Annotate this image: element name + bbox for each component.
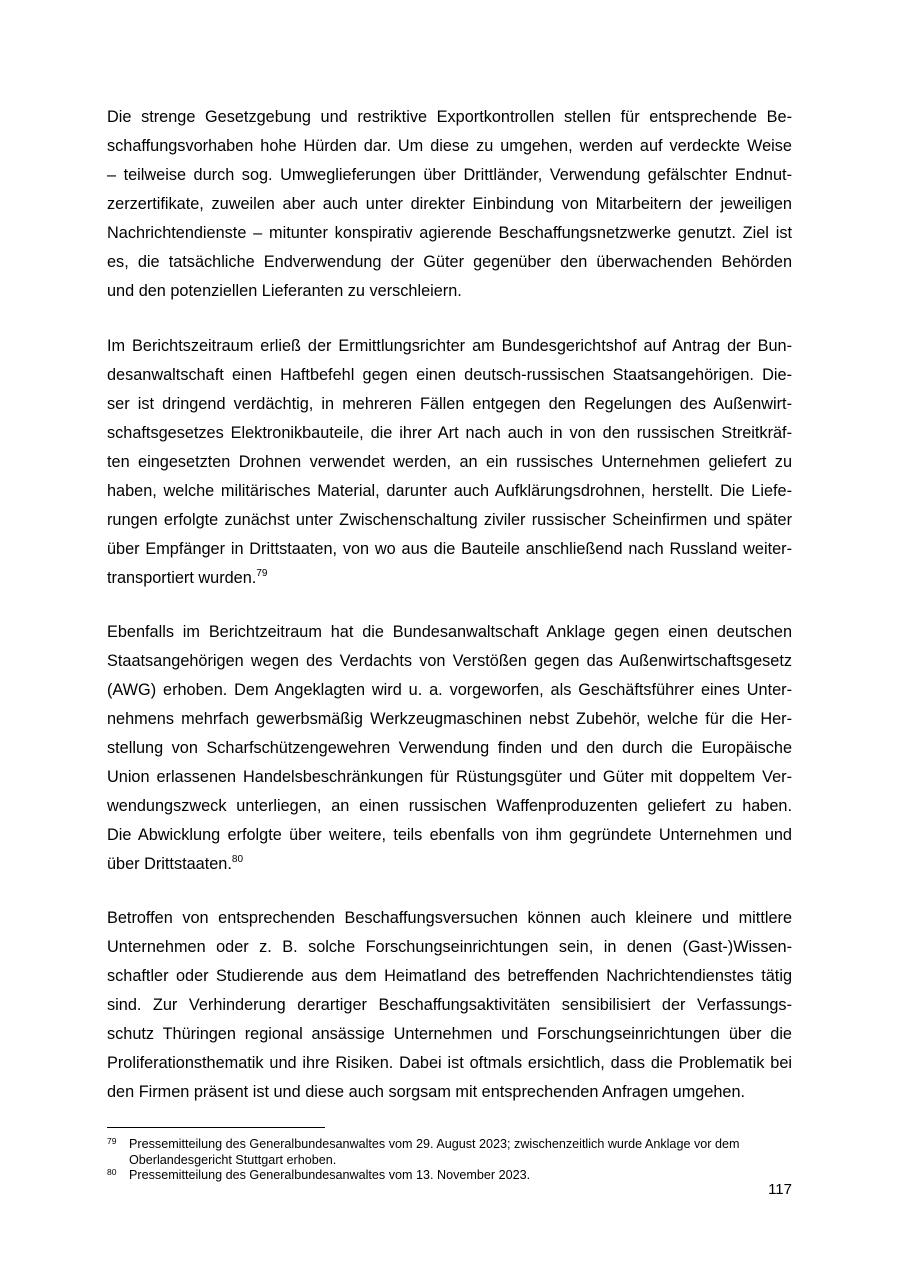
paragraph-line: und den potenziellen Lieferanten zu verschleiern. (107, 282, 462, 300)
paragraph-line-with-footnote (107, 564, 792, 593)
paragraph-line: stellung von Scharfschützengewehren Verwendung finden und den durch die Europäische (107, 739, 792, 757)
paragraph-line: sind. Zur Verhinderung derartiger Beschaffungsaktivitäten sensibilisiert der Verfassungs- (107, 996, 792, 1014)
footnote-separator (107, 1127, 325, 1128)
footnote-ref-79[interactable]: 79 (256, 568, 268, 579)
paragraph-line: Proliferationsthematik und ihre Risiken. Dabei ist oftmals ersichtlich, dass die Problematik bei (107, 1054, 792, 1072)
paragraph-line: wendungszweck unterliegen, an einen russischen Waffenproduzenten geliefert zu haben. (107, 797, 792, 815)
paragraph-line: über Empfänger in Drittstaaten, von wo aus die Bauteile anschließend nach Russland weiter- (107, 540, 792, 558)
paragraph-line-text: über Drittstaaten. (107, 855, 232, 873)
paragraph-line: schaftsgesetzes Elektronikbauteile, die ihrer Art nach auch in von den russischen Streitkräf- (107, 424, 792, 442)
paragraph-line: Im Berichtszeitraum erließ der Ermittlungsrichter am Bundesgerichtshof auf Antrag der Bun- (107, 337, 792, 355)
footnote-80 (107, 1167, 797, 1183)
paragraph-line: ten eingesetzten Drohnen verwendet werden, an ein russisches Unternehmen geliefert zu (107, 453, 792, 471)
paragraph-4 (107, 904, 792, 1107)
paragraph-line: Die strenge Gesetzgebung und restriktive Exportkontrollen stellen für entsprechende Be- (107, 108, 792, 126)
paragraph-line: Staatsangehörigen wegen des Verdachts von Verstößen gegen das Außenwirtschaftsgesetz (107, 652, 792, 670)
footnote-text: Pressemitteilung des Generalbundesanwaltes vom 13. November 2023. (129, 1168, 531, 1182)
footnote-ref-80[interactable]: 80 (231, 854, 244, 865)
paragraph-line: (AWG) erhoben. Dem Angeklagten wird u. a. vorgeworfen, als Geschäftsführer eines Unter- (107, 681, 792, 699)
paragraph-3 (107, 618, 792, 879)
page-number: 117 (768, 1181, 792, 1198)
footnote-number: 79 (107, 1136, 117, 1146)
paragraph-line: Unternehmen oder z. B. solche Forschungseinrichtungen sein, in denen (Gast-)Wissen- (107, 938, 792, 956)
paragraph-line: – teilweise durch sog. Umweglieferungen über Drittländer, Verwendung gefälschter Endnut- (107, 166, 792, 184)
footnote-number: 80 (107, 1167, 117, 1177)
paragraph-line-with-footnote (107, 850, 792, 879)
paragraph-line: Union erlassenen Handelsbeschränkungen für Rüstungsgüter und Güter mit doppeltem Ver- (107, 768, 792, 786)
paragraph-line: nehmens mehrfach gewerbsmäßig Werkzeugmaschinen nebst Zubehör, welche für die Her- (107, 710, 792, 728)
paragraph-line: zerzertifikate, zuweilen aber auch unter direkter Einbindung von Mitarbeitern der jeweiligen (107, 195, 792, 213)
paragraph-line: den Firmen präsent ist und diese auch sorgsam mit entsprechenden Anfragen umgehen. (107, 1083, 746, 1101)
paragraph-line: desanwaltschaft einen Haftbefehl gegen einen deutsch-russischen Staatsangehörigen. Die- (107, 366, 792, 384)
paragraph-line: schaftler oder Studierende aus dem Heimatland des betreffenden Nachrichtendienstes tätig (107, 967, 792, 985)
paragraph-line-text: transportiert wurden. (107, 569, 257, 587)
paragraph-line: schutz Thüringen regional ansässige Unternehmen und Forschungseinrichtungen über die (107, 1025, 792, 1043)
footnote-text: Pressemitteilung des Generalbundesanwaltes vom 29. August 2023; zwischenzeitlich wurde Anklage vor dem (129, 1137, 740, 1151)
paragraph-1 (107, 103, 792, 306)
paragraph-line: schaffungsvorhaben hohe Hürden dar. Um diese zu umgehen, werden auf verdeckte Weise (107, 137, 792, 155)
paragraph-line: Nachrichtendienste – mitunter konspirativ agierende Beschaffungsnetzwerke genutzt. Ziel ist (107, 224, 792, 242)
paragraph-line: rungen erfolgte zunächst unter Zwischenschaltung ziviler russischer Scheinfirmen und später (107, 511, 792, 529)
paragraph-line: Ebenfalls im Berichtzeitraum hat die Bundesanwaltschaft Anklage gegen einen deutschen (107, 623, 792, 641)
paragraph-line: es, die tatsächliche Endverwendung der Güter gegenüber den überwachenden Behörden (107, 253, 792, 271)
paragraph-line: Die Abwicklung erfolgte über weitere, teils ebenfalls von ihm gegründete Unternehmen und (107, 826, 792, 844)
paragraph-line: Betroffen von entsprechenden Beschaffungsversuchen können auch kleinere und mittlere (107, 909, 792, 927)
footnote-79 (107, 1136, 797, 1168)
paragraph-2 (107, 332, 792, 593)
footnote-text: Oberlandesgericht Stuttgart erhoben. (129, 1153, 337, 1167)
paragraph-line: haben, welche militärisches Material, darunter auch Aufklärungsdrohnen, herstellt. Die Liefe- (107, 482, 792, 500)
paragraph-line: ser ist dringend verdächtig, in mehreren Fällen entgegen den Regelungen des Außenwirt- (107, 395, 792, 413)
